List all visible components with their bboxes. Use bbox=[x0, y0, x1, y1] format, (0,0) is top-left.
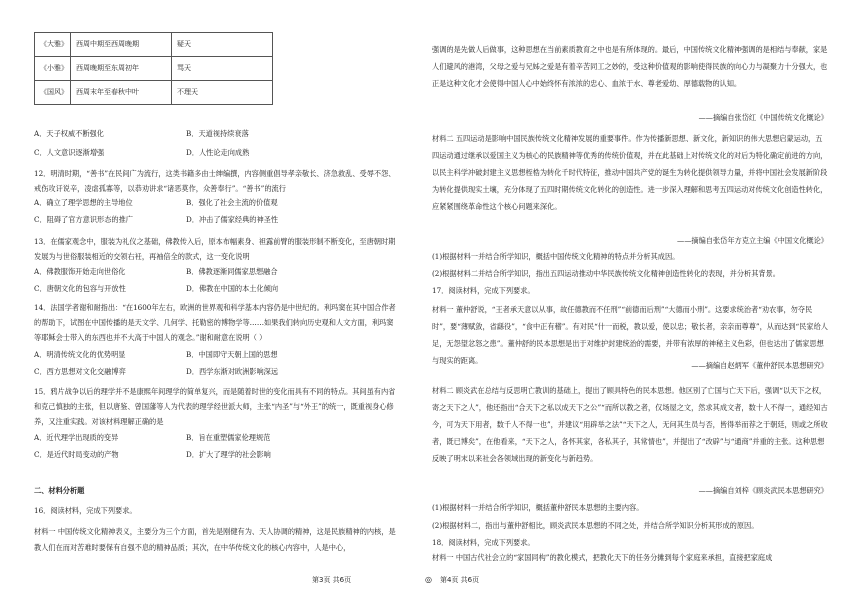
option-d: D．佛教在中国的本土化倾向 bbox=[186, 284, 279, 293]
binding-mark: ◎ bbox=[425, 575, 432, 584]
material-1: 材料一 董仲舒说，“王者承天意以从事，故任德教而不任刑”“前德而后刑”“大德而小刑”。这要求统治者“劝农事，勿夺民时”，要“薄赋敛，省繇役”，“食中正有稽”。有对民“什一而税，教以爱，使以忠；敬长者，亲亲而尊尊”，从而达到“民家给人足，无怨望忿怒之患”。董仲舒的民本思想是出于对维护封建统治的需要，并带有浓厚的神秘主义色彩，但也达出了儒家思想与现实的距离。 bbox=[432, 305, 828, 365]
question-15: 15．鸦片战争以后的理学并不是康熙年间理学的简单复兴，而是随着时世的变化而具有不同的特点。其间虽有内省和克己慎独的主张，但以唐鉴、曾国藩等人为代表的理学经世派大师，主张“内圣”与“外王”的统一，既重视身心修养，又注重实践。对该材料理解正确的是 bbox=[34, 387, 396, 426]
question-14: 14．法国学者谢和耐指出：“在1600年左右，欧洲的世界观和科学基本内容仍是中世纪的。利玛窦在其中国合作者的帮助下，试图在中国传播的是天文学、几何学、托勒密的博物学等……如果我们转向历史观和人文方面，利玛窦等耶稣会士带入的东西也并不大高于中国人的观念。”谢和耐意在说明（ ） bbox=[34, 303, 396, 342]
sub-question: (2)根据材料二，指出与董仲舒相比，顾炎武民本思想的不同之处，并结合所学知识分析其形成的原因。 bbox=[432, 521, 759, 530]
question-12: 12．明清时期，“善书”在民间广为流行，这类书籍多由士绅编撰，内容侧重倡导孝亲敬长、济急救乱、受辱不怨、戒伤攻讦说辛，凌虐孤寡等，以恭劝讲求“诸恶莫作，众善奉行”。“善书”的流行 bbox=[34, 169, 396, 193]
material-2: 材料二 顾炎武在总结与反思明亡教训的基础上，提出了顾具特色的民本思想。他区别了亡国与亡天下后，强调“以天下之权，寄之天下之人”，他还指出“合天下之私以成天下之公”“而所以教之者，仅场屋之文，然求其成文者，数十人不得一，通经知古今，可为天下用者，数千人不得一也”，并建议“用辟举之法”“天下之人，无问其生员与否，皆得举而荐之于朝廷，则或之所收者，既已博矣”，在他看来，“天下之人，各怀其家，各私其子，其常情也”，并提出了“改辟”与“通商”并重的主张。这种思想反映了明末以来社会各领域出现的新变化与新趋势。 bbox=[432, 386, 828, 463]
table-cell: 骂天 bbox=[172, 57, 273, 81]
sub-question: (1)根据材料一并结合所学知识，概括中国传统文化精神的特点并分析其成因。 bbox=[432, 252, 680, 261]
material-paragraph: 强调的是先做人后做事，这种思想在当前素质教育之中也是有所体现的。最后，中国传统文化精神强调的是相结与奉献，家是人们避风的港湾，父母之爱与兄姊之爱是有着辛苦同工之妙的，受这种价值观的影响使得民族的向心力与凝聚力十分强大，也正是这种文化才会使得中国人心中始终怀有浓浓的忠心、血浓于水、尊老爱幼、厚德载物的认知。 bbox=[432, 45, 828, 88]
sub-question: (2)根据材料二并结合所学知识，指出五四运动推动中华民族传统文化精神创造性转化的表现，并分析其背景。 bbox=[432, 269, 780, 278]
sub-question: (1)根据材料一并结合所学知识，概括董仲舒民本思想的主要内容。 bbox=[432, 503, 644, 512]
option-b: B．强化了社会主流的价值观 bbox=[186, 198, 278, 207]
option-d: D．西学东渐对欧洲影响深远 bbox=[186, 367, 279, 376]
table-cell: 《国风》 bbox=[35, 81, 71, 105]
option-c: C．阻碍了官方意识形态的推广 bbox=[34, 215, 133, 224]
left-page bbox=[34, 0, 398, 608]
option-a: A．确立了理学思想的主导地位 bbox=[34, 198, 133, 207]
source-citation: ——摘编自张岱红《中国传统文化概论》 bbox=[698, 113, 828, 122]
option-b: B．中国即守天朝上国的思想 bbox=[186, 350, 278, 359]
question-17: 17．阅读材料，完成下列要求。 bbox=[432, 286, 535, 295]
material-2: 材料二 五四运动是影响中国民族传统文化精神发展的重要事件。作为传播新思想、新文化，新知识的伟大思想启蒙运动，五四运动通过继承以爱国主义为核心的民族精神等优秀的传统价值观，并在此基础上对传统文化的对后为特化确定前进的方向，以民主科学冲破封建主义思想桎梏为转化千时代特征，推动中国共产党的诞生为转化提供领导力量，并将中国社会发展新阶段为转化提供现实土壤，充分体现了五四时期传统文化转化的创造性。进一步深入理解和思考五四运动对传统文化创造性转化，应紧紧围绕革命性这个核心问题来深化。 bbox=[432, 134, 828, 211]
section-heading: 二、材料分析题 bbox=[34, 486, 85, 495]
table-cell: 不理天 bbox=[172, 81, 273, 105]
option-c: C．人文意识逐渐增强 bbox=[34, 148, 105, 157]
table-row bbox=[35, 81, 273, 105]
question-18: 18．阅读材料，完成下列要求。 bbox=[432, 538, 535, 547]
option-b: B．旨在重塑儒家伦理规范 bbox=[186, 433, 271, 442]
option-c: C．唐朝文化的包容与开放性 bbox=[34, 284, 126, 293]
source-citation: ——摘编自赵炳军《董仲舒民本思想研究》 bbox=[691, 361, 828, 370]
table-row bbox=[35, 57, 273, 81]
table-cell: 《大雅》 bbox=[35, 33, 71, 57]
source-citation: ——摘编自刘梓《顾炎武民本思想研究》 bbox=[698, 486, 828, 495]
table-cell: 西周晚期至东周初年 bbox=[71, 57, 172, 81]
right-page bbox=[432, 0, 828, 608]
question-16: 16．阅读材料，完成下列要求。 bbox=[34, 506, 137, 515]
option-c: C．是近代时局变动的产物 bbox=[34, 450, 119, 459]
option-b: B．天道视持续衰落 bbox=[186, 129, 249, 138]
option-a: A．佛教服饰开始走向世俗化 bbox=[34, 267, 126, 276]
table-cell: 疑天 bbox=[172, 33, 273, 57]
option-d: D．冲击了儒家经典的神圣性 bbox=[186, 215, 279, 224]
option-a: A．天子权威不断强化 bbox=[34, 129, 104, 138]
material-1: 材料一 中国传统文化精神表义，主要分为三个方面，首先是刚健有为、天人协调的精神，这是民族精神的内核，是教人们在而对苦难时要保有自强不息的精神品质；其次，在中华传统文化的核心内容中，人是中心， bbox=[34, 527, 396, 552]
option-c: C．西方思想对文化交融博弈 bbox=[34, 367, 126, 376]
table-cell: 西周末年至春秋中叶 bbox=[71, 81, 172, 105]
question-13: 13．在儒家观念中，服装为礼仪之基础，佛教传入后，原本布幅素身、袒露前臂的服装形制不断变化，至唐朝时期发展为与世俗服装相近的交领右衽，再袖倍全的款式，这一变化说明 bbox=[34, 237, 396, 261]
poem-table bbox=[34, 32, 273, 105]
option-d: D．人性论走向成熟 bbox=[186, 148, 250, 157]
option-a: A．明清传统文化的优势明显 bbox=[34, 350, 126, 359]
table-cell: 《小雅》 bbox=[35, 57, 71, 81]
option-a: A．近代理学出现质的变异 bbox=[34, 433, 119, 442]
option-b: B．佛教逐渐同儒家思想融合 bbox=[186, 267, 278, 276]
source-citation: ——摘编自张岱年方克立主编《中国文化概论》 bbox=[677, 236, 828, 245]
page-number-left: 第3页 共6页 bbox=[312, 576, 352, 584]
table-row bbox=[35, 33, 273, 57]
option-d: D．扩大了理学的社会影响 bbox=[186, 450, 271, 459]
page-number-right: 第4页 共6页 bbox=[440, 576, 480, 584]
table-cell: 西周中期至西周晚期 bbox=[71, 33, 172, 57]
material-1: 材料一 中国古代社会立的“家国同构”的教化模式，把教化天下的任务分摊到每个家庭来承担，直接把家庭成 bbox=[432, 553, 773, 562]
